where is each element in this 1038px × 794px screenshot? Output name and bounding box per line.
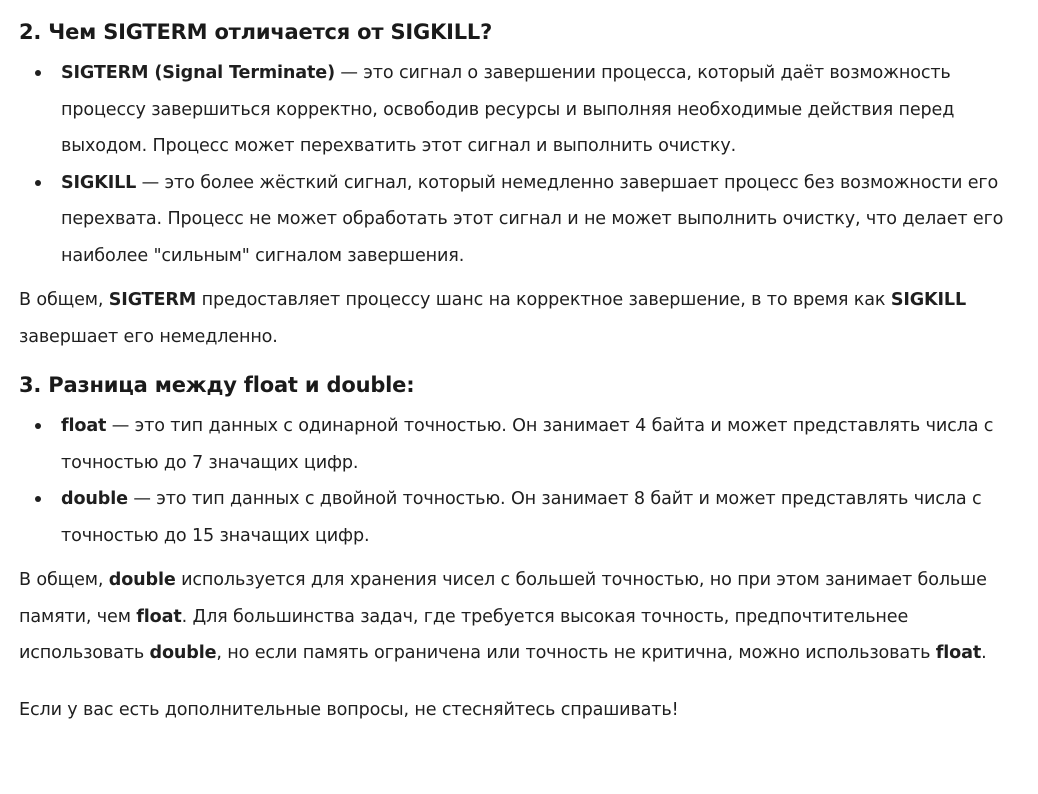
term: float xyxy=(61,416,107,436)
summary-paragraph xyxy=(19,282,1024,355)
summary-paragraph xyxy=(19,562,1024,672)
text-run: предоставляет процессу шанс на корректное завершение, в то время как xyxy=(196,290,891,310)
list-item xyxy=(61,55,1024,165)
text-run: В общем, xyxy=(19,570,109,590)
list-item xyxy=(61,165,1024,275)
term: SIGKILL xyxy=(61,172,137,193)
text-run: . xyxy=(981,643,987,663)
section-heading: 2. Чем SIGTERM отличается от SIGKILL? xyxy=(19,20,493,44)
bold-term: double xyxy=(149,643,217,663)
text-run: , но если память ограничена или точность не критична, можно использовать xyxy=(216,643,936,663)
bold-term: SIGTERM xyxy=(108,290,197,310)
text-run: используется для хранения чисел с большей точностью, но при этом занимает больше памяти, чем xyxy=(19,570,987,627)
list-item xyxy=(61,481,1024,554)
term: double xyxy=(61,489,128,509)
bold-term: float xyxy=(935,643,982,663)
bold-term: SIGKILL xyxy=(890,290,967,310)
bold-term: double xyxy=(108,570,176,590)
text-run: . Для большинства задач, где требуется высокая точность, предпочтительнее использовать xyxy=(19,606,909,663)
bullet-list xyxy=(19,408,1024,554)
list-item xyxy=(61,408,1024,481)
definition: — это тип данных с двойной точностью. Он занимает 8 байт и может представлять числа с точностью до 15 значащих цифр. xyxy=(61,489,982,546)
bullet-list xyxy=(19,55,1024,274)
definition: — это более жёсткий сигнал, который немедленно завершает процесс без возможности его перехвата. Процесс не может обработать этот сигнал и не может выполнить очистку, что делает его наиболее "сильным" сигналом завершения. xyxy=(61,172,1004,266)
text-run: В общем, xyxy=(19,290,109,310)
definition: — это сигнал о завершении процесса, который даёт возможность процессу завершиться корректно, освободив ресурсы и выполняя необходимые действия перед выходом. Процесс может перехватить этот сигнал и выполнить очистку. xyxy=(61,63,955,156)
bold-term: float xyxy=(136,606,182,627)
closing-remark: Если у вас есть дополнительные вопросы, не стесняйтесь спрашивать! xyxy=(19,699,679,720)
text-run: завершает его немедленно. xyxy=(19,326,278,347)
definition: — это тип данных с одинарной точностью. Он занимает 4 байта и может представлять числа с точностью до 7 значащих цифр. xyxy=(61,416,994,473)
section-sigterm-vs-sigkill xyxy=(19,0,1024,355)
section-float-vs-double xyxy=(19,355,1024,672)
section-heading: 3. Разница между float и double: xyxy=(19,373,415,397)
term: SIGTERM (Signal Terminate) xyxy=(61,63,335,83)
